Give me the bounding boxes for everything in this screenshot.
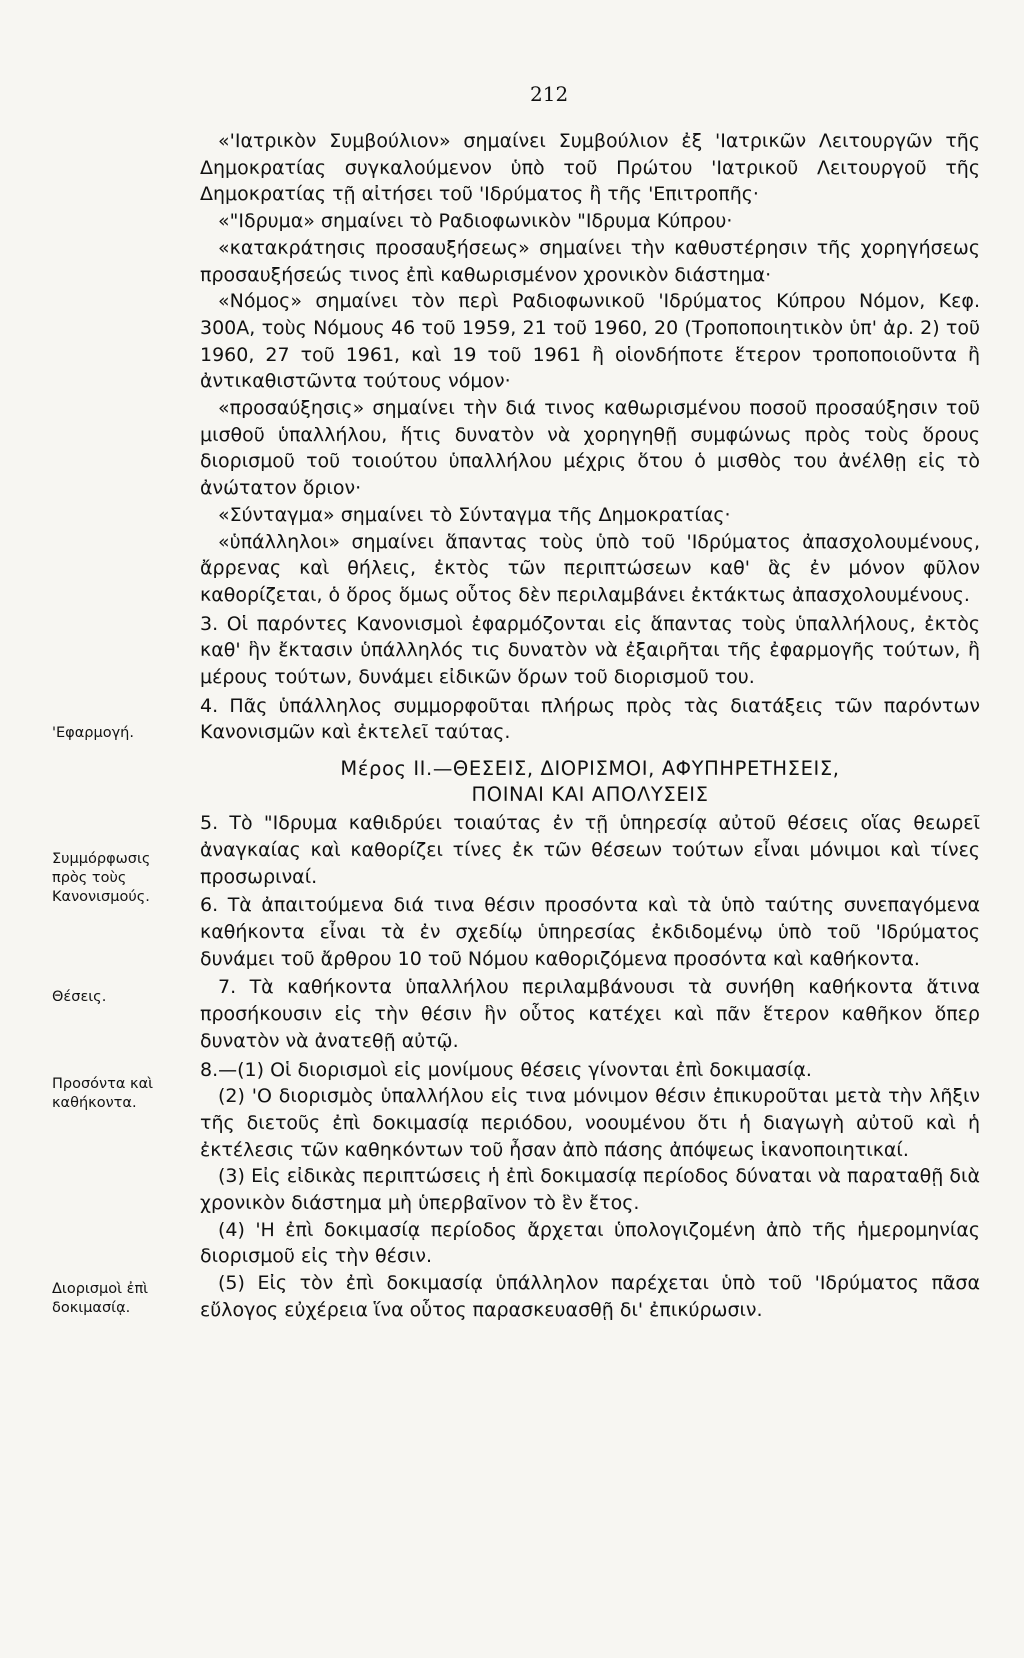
section-3: 3. Οἱ παρόντες Κανονισμοὶ ἐφαρμόζονται εἰς ἅπαντας τοὺς ὑπαλλήλους, ἐκτὸς καθ' ἣν ἔκτασιν ὑπάλληλός τις δυνατὸν νὰ ἐξαιρῆται τῆς ἐφαρμογῆς τούτων, ἢ μέρους τούτων, δυνάμει εἰδικῶν ὅρων τοῦ διορισμοῦ του. xyxy=(200,612,980,689)
definition-withholding-increment: «κατακράτησις προσαυξήσεως» σημαίνει τὴν καθυστέρησιν τῆς χορηγήσεως προσαυξήσεώς τινος ἐπὶ καθωρισμένον χρονικὸν διάστημα· xyxy=(200,236,980,286)
section-5: 5. Τὸ "Ιδρυμα καθιδρύει τοιαύτας ἐν τῇ ὑπηρεσίᾳ αὐτοῦ θέσεις οἵας θεωρεῖ ἀναγκαίας καὶ καθορίζει τίνες ἐκ τῶν θέσεων τούτων εἶναι μόνιμοι καὶ τίνες προσωριναί. xyxy=(200,812,980,888)
margin-note-probation: Διορισμοὶ ἐπὶ δοκιμασίᾳ. xyxy=(52,1281,149,1316)
margin-note-positions: Θέσεις. xyxy=(52,989,107,1005)
margin-note-qualifications: Προσόντα καὶ καθήκοντα. xyxy=(52,1076,154,1111)
document-body xyxy=(200,128,980,1324)
section-8-3: (3) Εἰς εἰδικὰς περιπτώσεις ἡ ἐπὶ δοκιμασίᾳ περίοδος δύναται νὰ παραταθῇ διὰ χρονικὸν διάστημα μὴ ὑπερβαῖνον τὸ ἓν ἔτος. xyxy=(200,1165,980,1215)
section-6: 6. Τὰ ἀπαιτούμενα διά τινα θέσιν προσόντα καὶ τὰ ὑπὸ ταύτης συνεπαγόμενα καθήκοντα εἶναι τὰ ἐν σχεδίῳ ὑπηρεσίας ἐκδιδομένῳ ὑπὸ τοῦ 'Ιδρύματος δυνάμει τοῦ ἄρθρου 10 τοῦ Νόμου καθοριζόμενα προσόντα καὶ καθήκοντα. xyxy=(200,894,980,970)
definition-institution: «"Ιδρυμα» σημαίνει τὸ Ραδιοφωνικὸν "Ιδρυμα Κύπρου· xyxy=(218,210,733,233)
definition-employees: «ὑπάλληλοι» σημαίνει ἅπαντας τοὺς ὑπὸ τοῦ 'Ιδρύματος ἀπασχολουμένους, ἄρρενας καὶ θήλεις, ἐκτὸς τῶν περιπτώσεων καθ' ἃς ἐν μόνον φῦλον καθορίζεται, ὁ ὅρος ὅμως οὗτος δὲν περιλαμβάνει ἐκτάκτως ἀπασχολουμένους. xyxy=(200,530,980,606)
section-8-2: (2) 'Ο διορισμὸς ὑπαλλήλου εἰς τινα μόνιμον θέσιν ἐπικυροῦται μετὰ τὴν λῆξιν τῆς διετοῦς ἐπὶ δοκιμασίᾳ περιόδου, νοουμένου ὅτι ἡ διαγωγὴ αὐτοῦ καὶ ἡ ἐκτέλεσις τῶν καθηκόντων τοῦ ἦσαν ἀπὸ πάσης ἀπόψεως ἱκανοποιητικαί. xyxy=(200,1085,980,1161)
section-7: 7. Τὰ καθήκοντα ὑπαλλήλου περιλαμβάνουσι τὰ συνήθη καθήκοντα ἅτινα προσήκουσιν εἰς τὴν θέσιν ἣν οὗτος κατέχει καὶ πᾶν ἕτερον καθῆκον ὅπερ δυνατὸν νὰ ἀνατεθῇ αὐτῷ. xyxy=(200,976,980,1052)
margin-note-application: 'Εφαρμογή. xyxy=(52,725,134,741)
margin-note-compliance: Συμμόρφωσις πρὸς τοὺς Κανονισμούς. xyxy=(52,851,151,905)
definition-law: «Νόμος» σημαίνει τὸν περὶ Ραδιοφωνικοῦ 'Ιδρύματος Κύπρου Νόμον, Κεφ. 300Α, τοὺς Νόμους 46 τοῦ 1959, 21 τοῦ 1960, 20 (Τροποποιητικὸν ὑπ' ἀρ. 2) τοῦ 1960, 27 τοῦ 1961, καὶ 19 τοῦ 1961 ἢ οἱονδήποτε ἕτερον τροποποιοῦντα ἢ ἀντικαθιστῶντα τούτους νόμον· xyxy=(200,290,980,393)
part-heading-line-2: ΠΟΙΝΑΙ ΚΑΙ ΑΠΟΛΥΣΕΙΣ xyxy=(471,783,709,807)
definition-increment: «προσαύξησις» σημαίνει τὴν διά τινος καθωρισμένου ποσοῦ προσαύξησιν τοῦ μισθοῦ ὑπαλλήλου, ἥτις δυνατὸν νὰ χορηγηθῇ συμφώνως πρὸς τοὺς ὅρους διορισμοῦ τοῦ τοιούτου ὑπαλλήλου μέχρις ὅτου ὁ μισθὸς του ἀνέλθῃ εἰς τὸ ἀνώτατον ὅριον· xyxy=(200,397,980,500)
part-heading-line-1: Μέρος II.—ΘΕΣΕΙΣ, ΔΙΟΡΙΣΜΟΙ, ΑΦΥΠΗΡΕΤΗΣΕΙΣ, xyxy=(340,757,840,781)
page-number: 212 xyxy=(530,82,569,106)
definition-constitution: «Σύνταγμα» σημαίνει τὸ Σύνταγμα τῆς Δημοκρατίας· xyxy=(218,503,731,526)
section-8-1: 8.—(1) Οἱ διορισμοὶ εἰς μονίμους θέσεις γίνονται ἐπὶ δοκιμασίᾳ. xyxy=(200,1058,812,1081)
definition-medical-board: «'Ιατρικὸν Συμβούλιον» σημαίνει Συμβούλιον ἐξ 'Ιατρικῶν Λειτουργῶν τῆς Δημοκρατίας συγκαλούμενον ὑπὸ τοῦ Πρώτου 'Ιατρικοῦ Λειτουργοῦ τῆς Δημοκρατίας τῇ αἰτήσει τοῦ 'Ιδρύματος ἢ τῆς 'Επιτροπῆς· xyxy=(200,130,980,206)
part-heading xyxy=(200,756,980,808)
section-8-5: (5) Εἰς τὸν ἐπὶ δοκιμασίᾳ ὑπάλληλον παρέχεται ὑπὸ τοῦ 'Ιδρύματος πᾶσα εὔλογος εὐχέρεια ἵνα οὗτος παρασκευασθῇ δι' ἐπικύρωσιν. xyxy=(200,1272,980,1321)
section-4: 4. Πᾶς ὑπάλληλος συμμορφοῦται πλήρως πρὸς τὰς διατάξεις τῶν παρόντων Κανονισμῶν καὶ ἐκτελεῖ ταύτας. xyxy=(200,694,980,744)
section-8-4: (4) 'Η ἐπὶ δοκιμασίᾳ περίοδος ἄρχεται ὑπολογιζομένη ἀπὸ τῆς ἡμερομηνίας διορισμοῦ εἰς τὴν θέσιν. xyxy=(200,1218,980,1268)
